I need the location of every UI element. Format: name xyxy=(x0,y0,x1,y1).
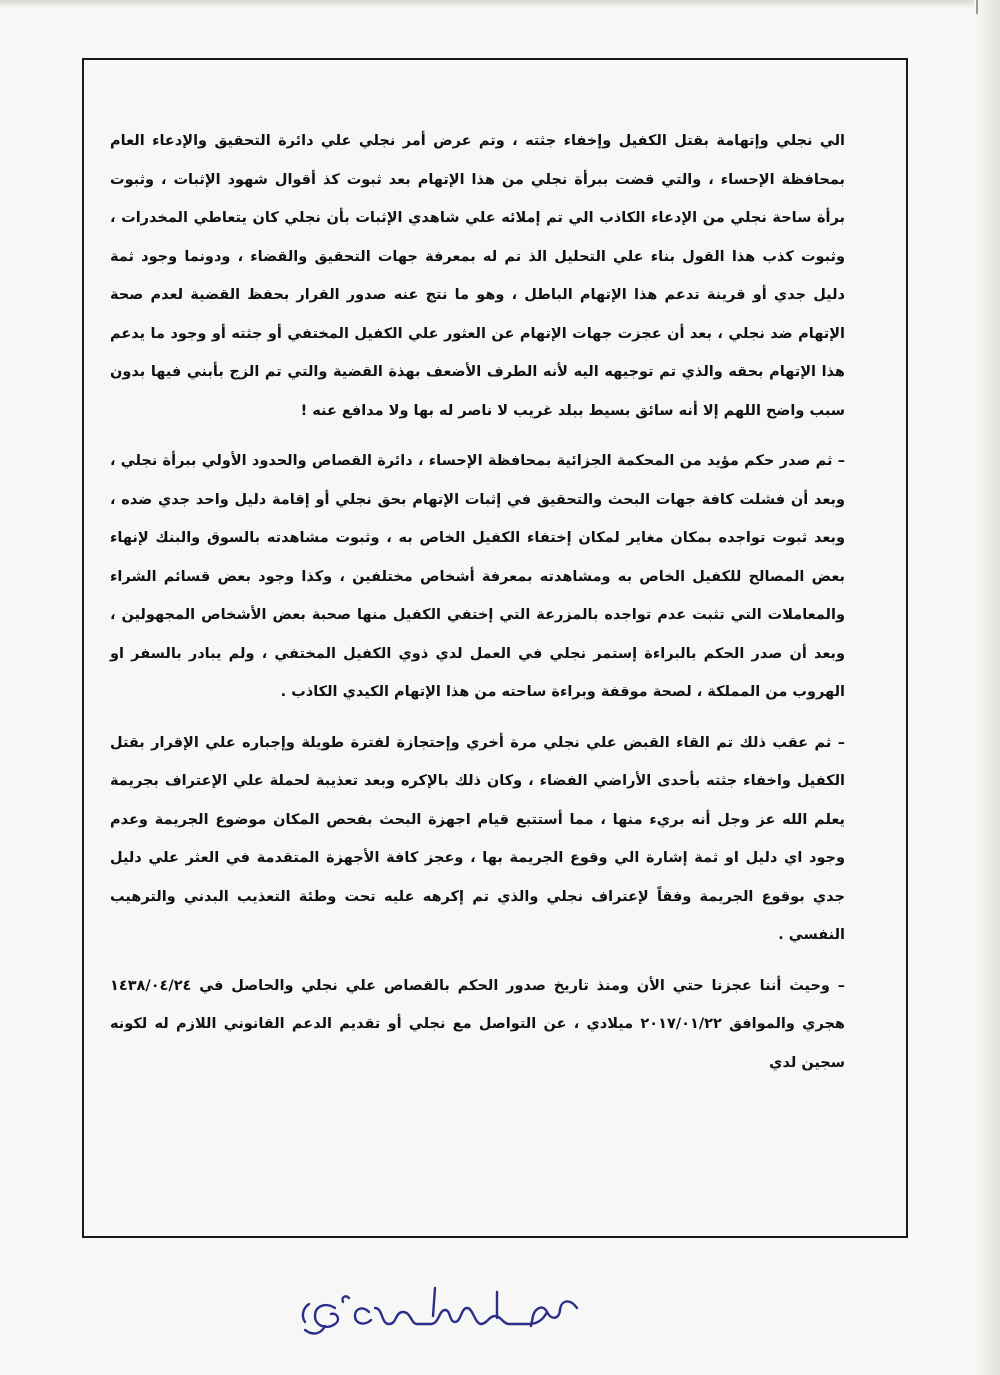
scan-mark xyxy=(976,0,978,14)
paragraph-3: – ثم عقب ذلك تم القاء القبض علي نجلي مرة أخري وإحتجازة لفترة طويلة وإجباره علي الإقرار بقتل الكفيل واخفاء جثته بأحدى الأراضي الفضاء ، وكان ذلك بالإكره وبعد تعذيبة لحملة علي الإعتراف بجريمة يعلم الله عز وجل أنه بريء منها ، مما أستتبع قيام اجهزة البحث بفحص المكان موضوع الجريمة وعدم وجود اي دليل او ثمة إشارة الي وقوع الجريمة بها ، وعجز كافة الأجهزة المتقدمة في العثر علي دليل جدي بوقوع الجريمة وفقاً لإعتراف نجلي والذي تم إكرهه عليه تحت وطئة التعذيب البدني والترهيب النفسي . xyxy=(110,734,845,943)
paragraph-4: – وحيث أننا عجزنا حتي الأن ومنذ تاريخ صدور الحكم بالقصاص علي نجلي والحاصل في ١٤٣٨/٠٤/٢٤ هجري والموافق ٢٠١٧/٠١/٢٢ ميلادي ، عن التواصل مع نجلي أو تقديم الدعم القانوني اللازم له لكونه سجين لدي xyxy=(110,977,845,1071)
scan-edge-top xyxy=(0,0,1000,8)
scan-edge-right xyxy=(974,0,1000,1375)
letter-body xyxy=(110,122,845,1082)
handwritten-signature xyxy=(285,1268,585,1348)
paragraph-1: الي نجلي وإتهامة بقتل الكفيل وإخفاء جثته ، وتم عرض أمر نجلي علي دائرة التحقيق والإدعاء العام بمحافظة الإحساء ، والتي قضت ببرأة نجلي من هذا الإتهام بعد ثبوت كذ أقوال شهود الإثبات ، وثبوت برأة ساحة نجلي من الإدعاء الكاذب الي تم إملائه علي شاهدي الإثبات بأن نجلي كان يتعاطي المخدرات ، وثبوت كذب هذا القول بناء علي التحليل الذ تم له بمعرفة جهات التحقيق والقضاء ، ودونما وجود ثمة دليل جدي أو قرينة تدعم هذا الإتهام الباطل ، وهو ما نتج عنه صدور القرار بحفظ القضية لعدم صحة الإتهام ضد نجلي ، بعد أن عجزت جهات الإتهام عن العثور علي الكفيل المختفي أو جثته أو وجود ما يدعم هذا الإتهام بحقه والذي تم توجيهه اليه لأنه الطرف الأضعف بهذة القضية والتي تم الزج بأبني فيها بدون سبب واضح اللهم إلا أنه سائق بسيط ببلد غريب لا ناصر له بها ولا مدافع عنه ! xyxy=(110,133,845,419)
paragraph-2: – ثم صدر حكم مؤيد من المحكمة الجزائية بمحافظة الإحساء ، دائرة القصاص والحدود الأولي ببرأة نجلي ، وبعد أن فشلت كافة جهات البحث والتحقيق في إثبات الإتهام بحق نجلي أو إقامة دليل واحد جدي ضده ، وبعد ثبوت تواجده بمكان مغاير لمكان إختفاء الكفيل الخاص به ، وثبوت مشاهدته بالسوق والبنك لإنهاء بعض المصالح للكفيل الخاص به ومشاهدته بمعرفة أشخاص مختلفين ، وكذا وجود بعض قسائم الشراء والمعاملات التي تثبت عدم تواجده بالمزرعة التي إختفي الكفيل منها صحبة بعض الأشخاص المجهولين ، وبعد أن صدر الحكم بالبراءة إستمر نجلي في العمل لدي ذوي الكفيل المختفي ، ولم يبادر بالسفر او الهروب من المملكة ، لصحة موقفة وبراءة ساحته من هذا الإتهام الكيدي الكاذب . xyxy=(110,453,845,700)
